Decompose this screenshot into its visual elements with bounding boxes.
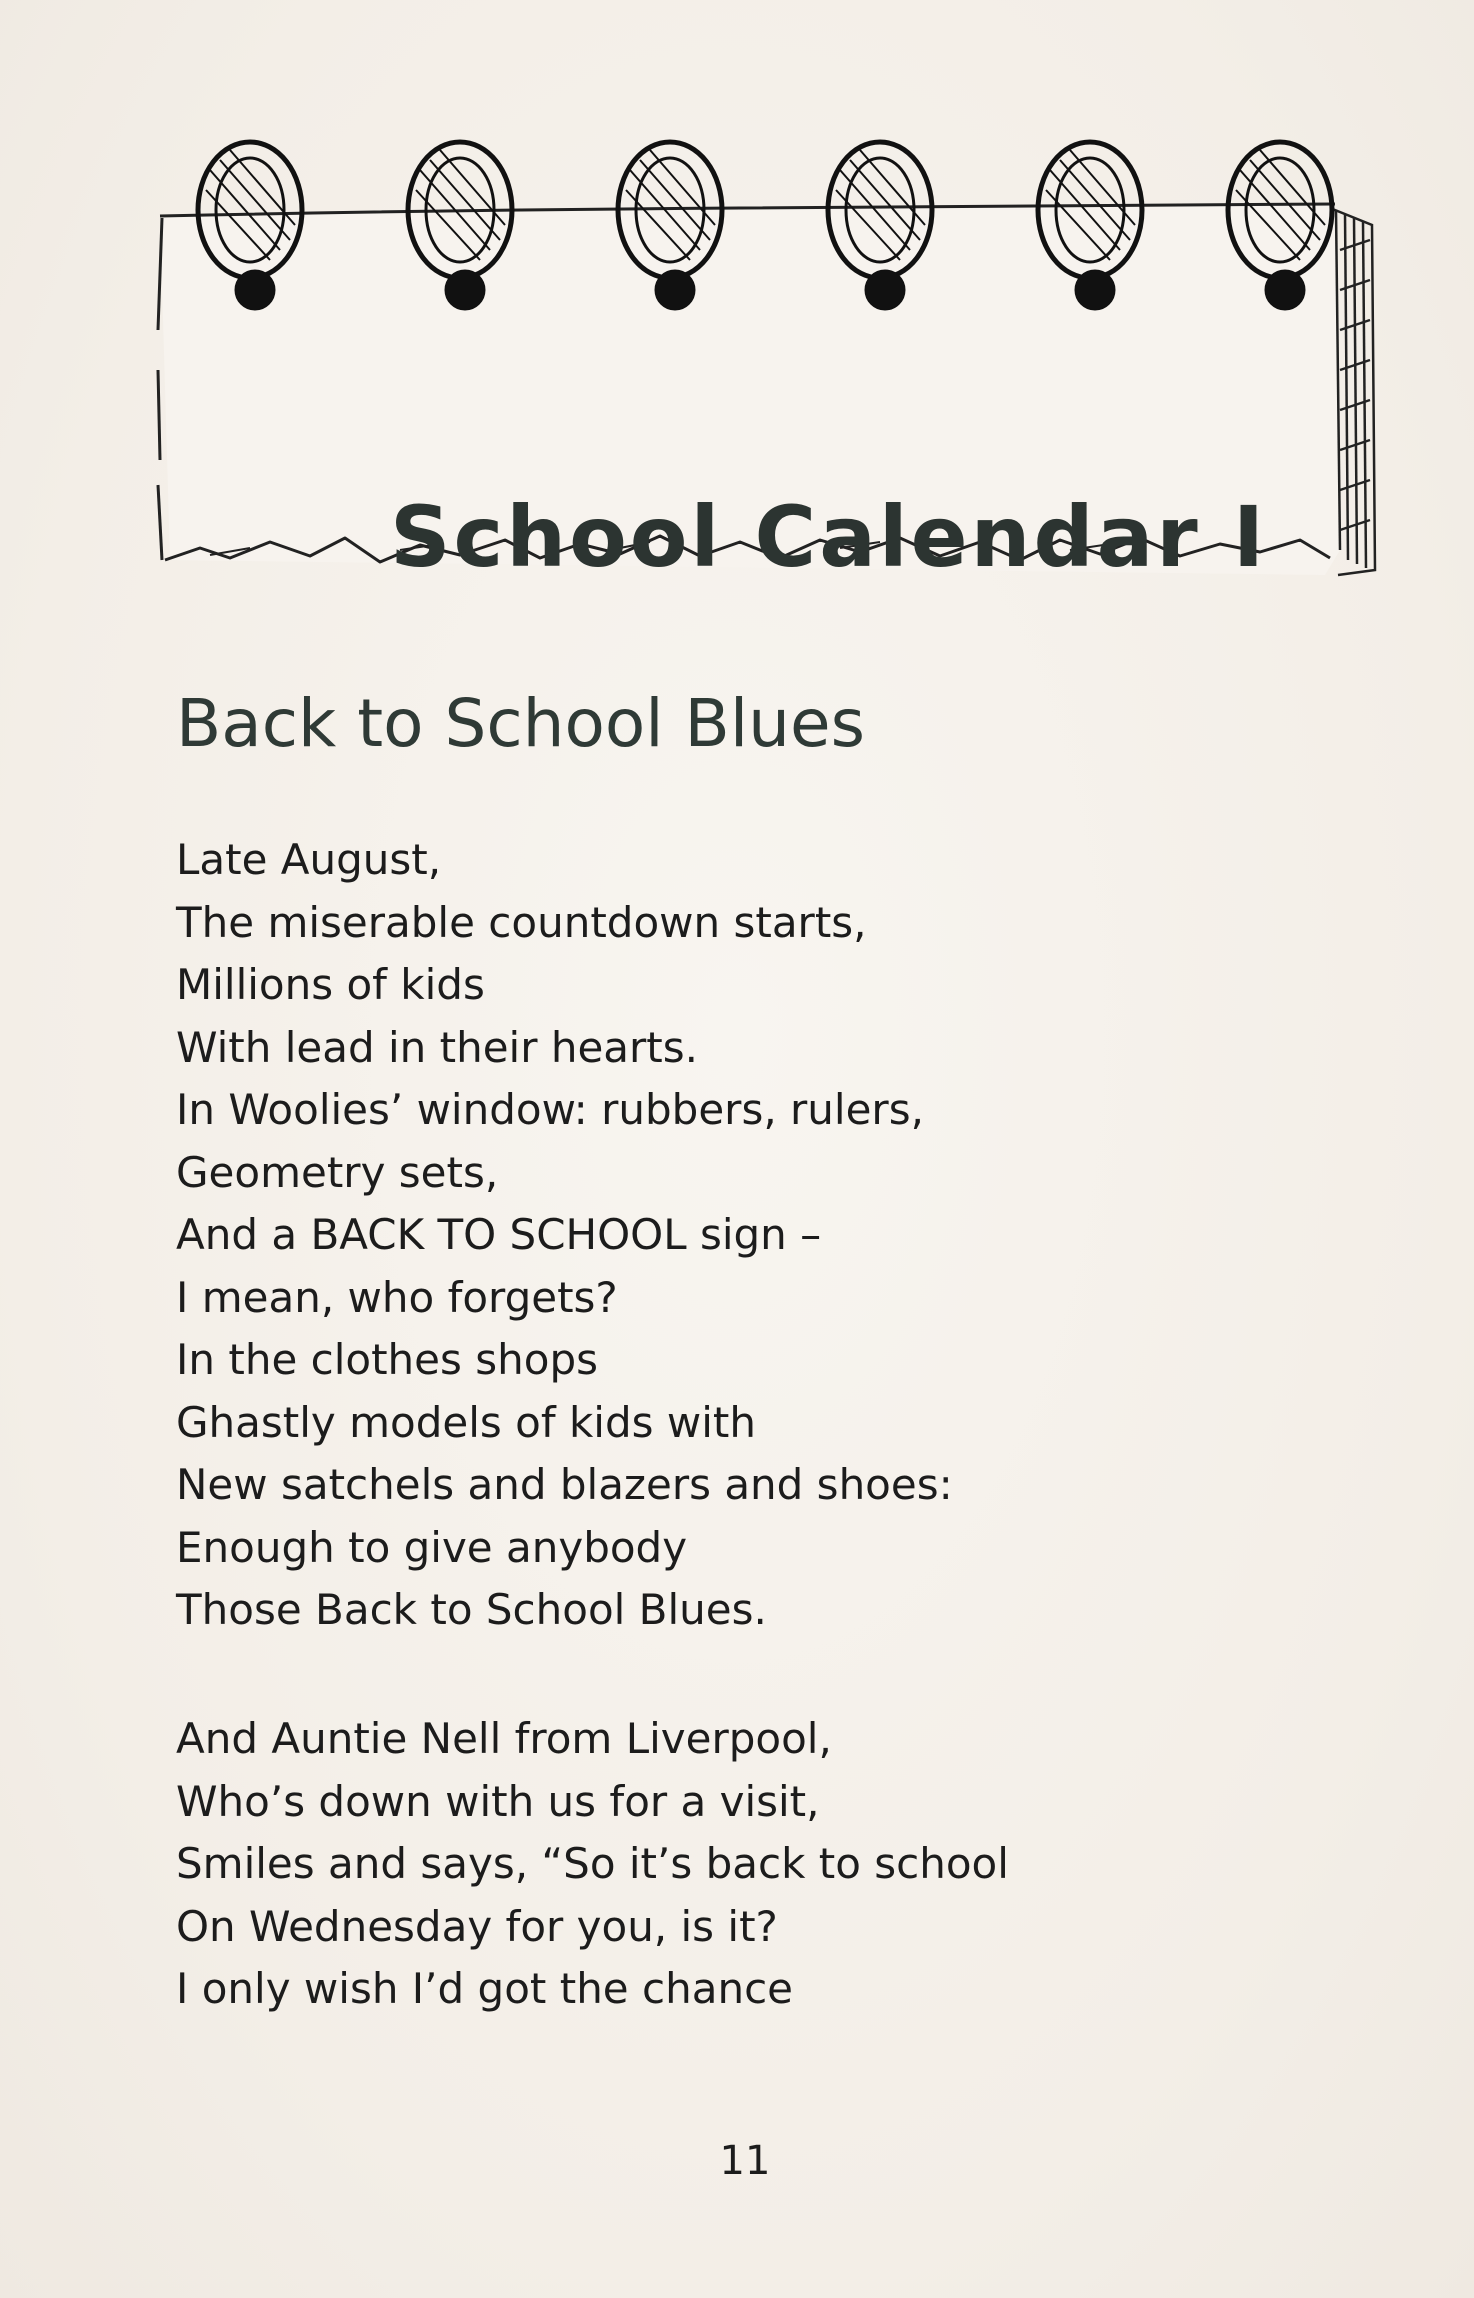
poem-line: And Auntie Nell from Liverpool,: [176, 1714, 832, 1763]
poem-line: Late August,: [176, 835, 442, 884]
poem-line: Those Back to School Blues.: [176, 1585, 767, 1634]
stanza-1: [176, 829, 953, 1642]
poem-line: Millions of kids: [176, 960, 485, 1009]
poem-line: With lead in their hearts.: [176, 1022, 698, 1072]
poem-title: Back to School Blues: [176, 685, 865, 762]
page-number: 11: [719, 2138, 771, 2184]
calendar-title: School Calendar I: [390, 488, 1268, 586]
poem-line: In the clothes shops: [176, 1335, 598, 1384]
poem-line: On Wednesday for you, is it?: [176, 1901, 778, 1951]
poem-line: The miserable countdown starts,: [176, 897, 867, 947]
calendar-header-illustration: [140, 130, 1380, 600]
poem-line: Smiles and says, “So it’s back to school: [176, 1839, 1009, 1888]
poem-line: In Woolies’ window: rubbers, rulers,: [176, 1085, 924, 1134]
poem-line: New satchels and blazers and shoes:: [176, 1460, 953, 1509]
poem-line: I only wish I’d got the chance: [176, 1964, 793, 2013]
poem-line: Enough to give anybody: [176, 1522, 688, 1572]
stanza-2: [176, 1708, 1009, 2021]
poem-line: I mean, who forgets?: [176, 1272, 618, 1322]
poem-line: Geometry sets,: [176, 1147, 499, 1197]
poem-line: And a BACK TO SCHOOL sign –: [176, 1210, 822, 1259]
poem-line: Ghastly models of kids with: [176, 1397, 756, 1447]
poem-line: Who’s down with us for a visit,: [176, 1776, 820, 1826]
